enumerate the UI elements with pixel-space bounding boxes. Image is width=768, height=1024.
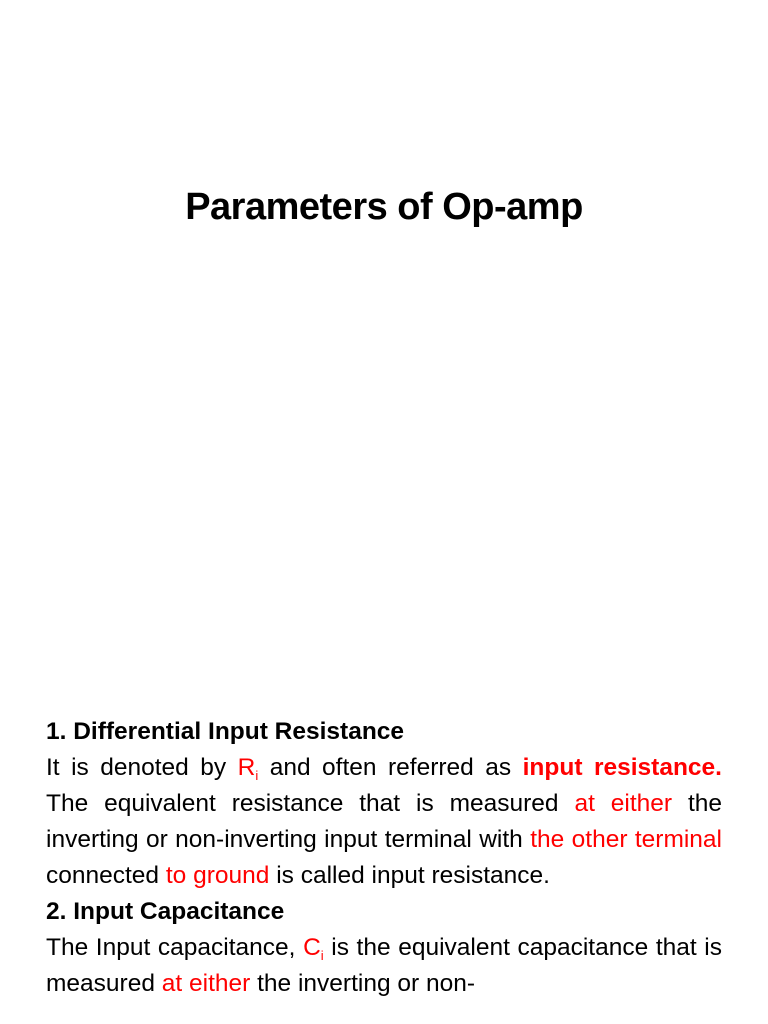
symbol-main: C [303, 934, 321, 961]
symbol-subscript: i [320, 948, 324, 963]
section-paragraph-input-capacitance [46, 930, 722, 1002]
text-run: The Input capacitance, [46, 934, 304, 961]
text-run: and often referred as [258, 754, 523, 781]
symbol-subscript: i [255, 768, 259, 783]
text-run: the inverting or non-inverting input terminal with [46, 790, 722, 853]
highlighted-term: input resistance. [522, 754, 722, 781]
text-run: is called input resistance. [269, 862, 550, 889]
text-run: the inverting or non- [250, 970, 476, 997]
page-title: Parameters of Op-amp [185, 186, 583, 228]
highlighted-phrase: at either [161, 970, 251, 997]
symbol-main: R [237, 754, 256, 781]
text-run: It is denoted by [46, 754, 238, 781]
section-heading-input-capacitance: 2. Input Capacitance [46, 898, 285, 925]
section-heading-differential-input-resistance: 1. Differential Input Resistance [46, 718, 405, 745]
slide-body [46, 714, 722, 1002]
capacitance-symbol [303, 934, 324, 961]
highlighted-phrase: at either [574, 790, 673, 817]
section-paragraph-input-resistance [46, 750, 722, 894]
highlighted-phrase: to ground [165, 862, 270, 889]
highlighted-phrase: the other terminal [530, 826, 722, 853]
resistance-symbol [238, 754, 259, 781]
text-run: The equivalent resistance that is measured [46, 790, 575, 817]
text-run: is the equivalent capacitance that is measured [46, 934, 722, 997]
text-run: connected [46, 862, 166, 889]
